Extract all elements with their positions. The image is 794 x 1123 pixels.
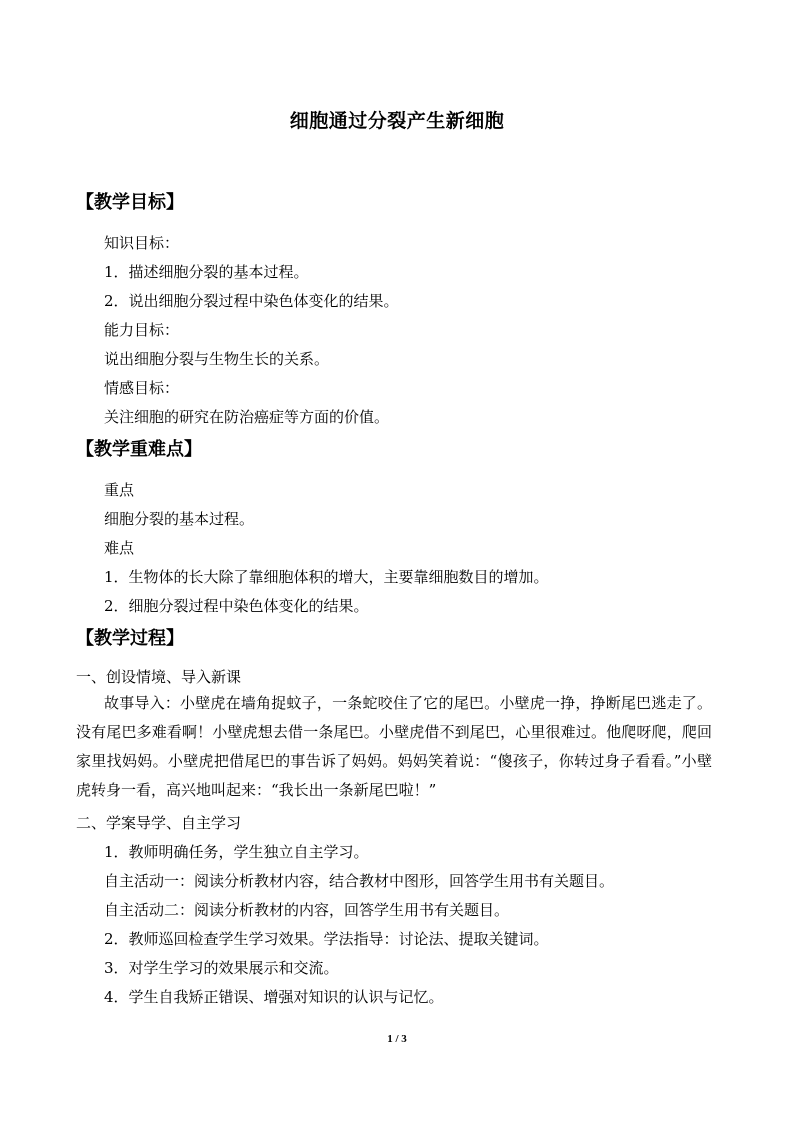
key-point-line: 1．生物体的长大除了靠细胞体积的增大，主要靠细胞数目的增加。 — [104, 568, 549, 586]
objective-line: 关注细胞的研究在防治癌症等方面的价值。 — [104, 408, 390, 426]
section-heading-process: 【教学过程】 — [76, 628, 184, 649]
process-part-title: 一、创设情境、导入新课 — [76, 668, 242, 686]
process-line: 自主活动二：阅读分析教材的内容，回答学生用书有关题目。 — [104, 901, 510, 919]
key-point-line: 难点 — [104, 539, 135, 557]
process-line: 3．对学生学习的效果展示和交流。 — [104, 959, 339, 977]
objective-line: 1．描述细胞分裂的基本过程。 — [104, 263, 309, 281]
key-point-line: 细胞分裂的基本过程。 — [104, 510, 255, 528]
key-point-line: 2．细胞分裂过程中染色体变化的结果。 — [104, 597, 369, 615]
process-line: 2．教师巡回检查学生学习效果。学法指导：讨论法、提取关键词。 — [104, 930, 549, 948]
process-part-title: 二、学案导学、自主学习 — [76, 814, 242, 832]
objective-line: 2．说出细胞分裂过程中染色体变化的结果。 — [104, 292, 399, 310]
section-heading-key-points: 【教学重难点】 — [76, 439, 202, 460]
section-heading-objectives: 【教学目标】 — [76, 192, 184, 213]
story-paragraph: 故事导入：小壁虎在墙角捉蚊子，一条蛇咬住了它的尾巴。小壁虎一挣，挣断尾巴逃走了。没有尾巴多难看啊！小壁虎想去借一条尾巴。小壁虎借不到尾巴，心里很难过。他爬呀爬，爬回家里找妈妈。小壁虎把借尾巴的事告诉了妈妈。妈妈笑着说：“傻孩子，你转过身子看看。”小壁虎转身一看，高兴地叫起来：“我长出一条新尾巴啦！” — [76, 694, 712, 799]
process-line: 自主活动一：阅读分析教材内容，结合教材中图形，回答学生用书有关题目。 — [104, 872, 615, 890]
document-title: 细胞通过分裂产生新细胞 — [289, 110, 505, 132]
objective-line: 说出细胞分裂与生物生长的关系。 — [104, 350, 330, 368]
objective-line: 情感目标： — [104, 379, 180, 397]
objective-line: 能力目标： — [104, 321, 180, 339]
process-line: 1．教师明确任务，学生独立自主学习。 — [104, 843, 369, 861]
objective-line: 知识目标： — [104, 234, 180, 252]
key-point-line: 重点 — [104, 481, 135, 499]
process-line: 4．学生自我矫正错误、增强对知识的认识与记忆。 — [104, 988, 444, 1006]
page-number: 1 / 3 — [387, 1033, 407, 1045]
